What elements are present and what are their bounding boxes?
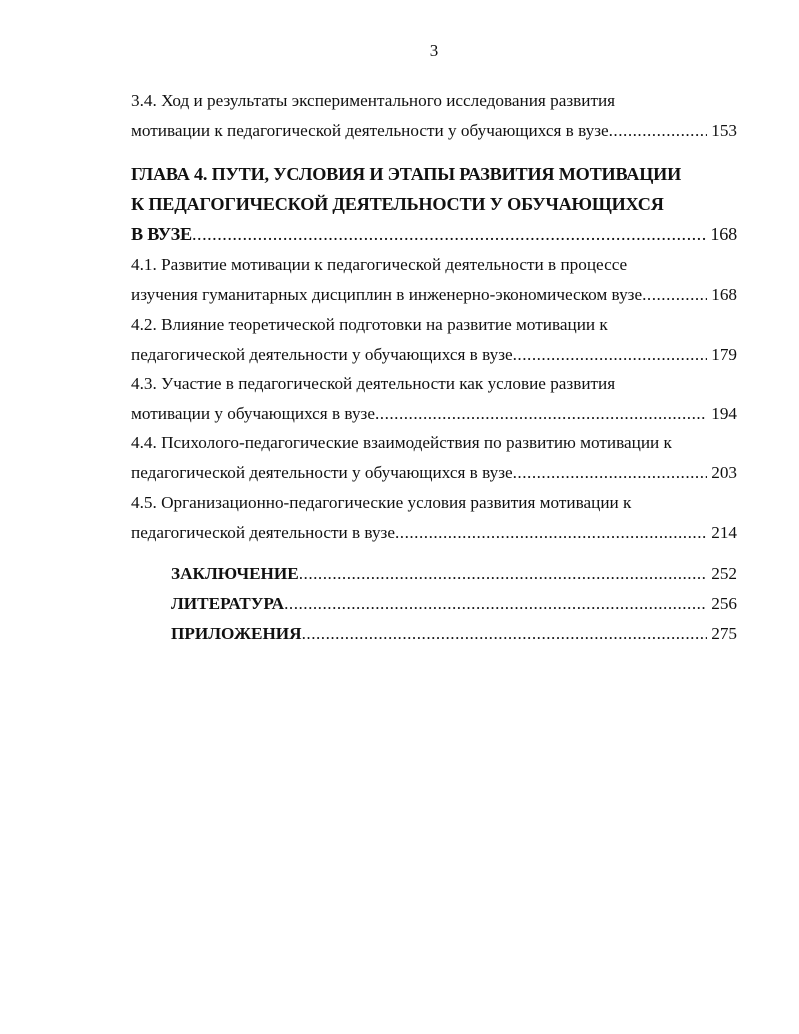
toc-entry-title-cont: мотивации у обучающихся в вузе [131,404,375,423]
leader-dots [299,562,707,586]
toc-entry-page: 256 [711,594,737,613]
toc-entry-title: ЛИТЕРАТУРА [171,594,285,613]
leader-dots [375,402,707,426]
toc-entry-lead-line [131,343,737,367]
toc-entry-page: 153 [711,121,737,140]
leader-dots [192,222,706,246]
toc-entry-conclusion[interactable] [171,562,737,586]
toc-entry-title-cont: педагогической деятельности у обучающихся в вузе [131,345,513,364]
toc-entry-title: 4.2. Влияние теоретической подготовки на развитие мотивации к [131,315,608,334]
toc-entry-title-cont: изучения гуманитарных дисциплин в инженерно-экономическом вузе [131,285,643,304]
leader-dots [302,622,708,646]
leader-dots [284,592,707,616]
toc-entry-page: 275 [711,624,737,643]
toc-entry-page: 179 [711,345,737,364]
toc-entry-title: 3.4. Ход и результаты экспериментального исследования развития [131,91,616,110]
toc-entry-title: 4.3. Участие в педагогической деятельности как условие развития [131,374,616,393]
leader-dots [395,521,707,545]
toc-entry-page: 168 [711,285,737,304]
leader-dots [642,283,707,307]
leader-dots [609,119,708,143]
toc-entry-lead-line [131,283,737,307]
toc-entry-title: 4.1. Развитие мотивации к педагогической деятельности в процессе [131,255,628,274]
toc-entry-title-cont: педагогической деятельности в вузе [131,523,395,542]
toc-entry-title-cont: мотивации к педагогической деятельности у обучающихся в вузе [131,121,609,140]
toc-entry-lead-line [131,119,737,143]
toc-entry-page: 194 [711,404,737,423]
chapter-page: 168 [710,224,737,244]
toc-entry-page: 252 [711,564,737,583]
toc-entry-page: 214 [711,523,737,542]
toc-entry-title: 4.5. Организационно-педагогические условия развития мотивации к [131,493,632,512]
toc-entry-lead-line [131,402,737,426]
toc-entry-appendices[interactable] [171,622,737,646]
toc-entry-title: ЗАКЛЮЧЕНИЕ [171,564,299,583]
page-number: 3 [429,41,439,60]
toc-entry-title: ПРИЛОЖЕНИЯ [171,624,302,643]
toc-entry-literature[interactable] [171,592,737,616]
leader-dots [513,343,708,367]
chapter-title-end: В ВУЗЕ [131,224,192,244]
leader-dots [513,461,708,485]
chapter-lead-line [131,222,737,246]
toc-entry-title-cont: педагогической деятельности у обучающихся в вузе [131,463,513,482]
toc-entry-page: 203 [711,463,737,482]
toc-entry-lead-line [131,461,737,485]
toc-entry-lead-line [131,521,737,545]
toc-entry-title: 4.4. Психолого-педагогические взаимодействия по развитию мотивации к [131,433,672,452]
chapter-title: ГЛАВА 4. ПУТИ, УСЛОВИЯ И ЭТАПЫ РАЗВИТИЯ МОТИВАЦИИ [131,164,682,184]
chapter-title-cont: К ПЕДАГОГИЧЕСКОЙ ДЕЯТЕЛЬНОСТИ У ОБУЧАЮЩИХСЯ [131,194,664,214]
